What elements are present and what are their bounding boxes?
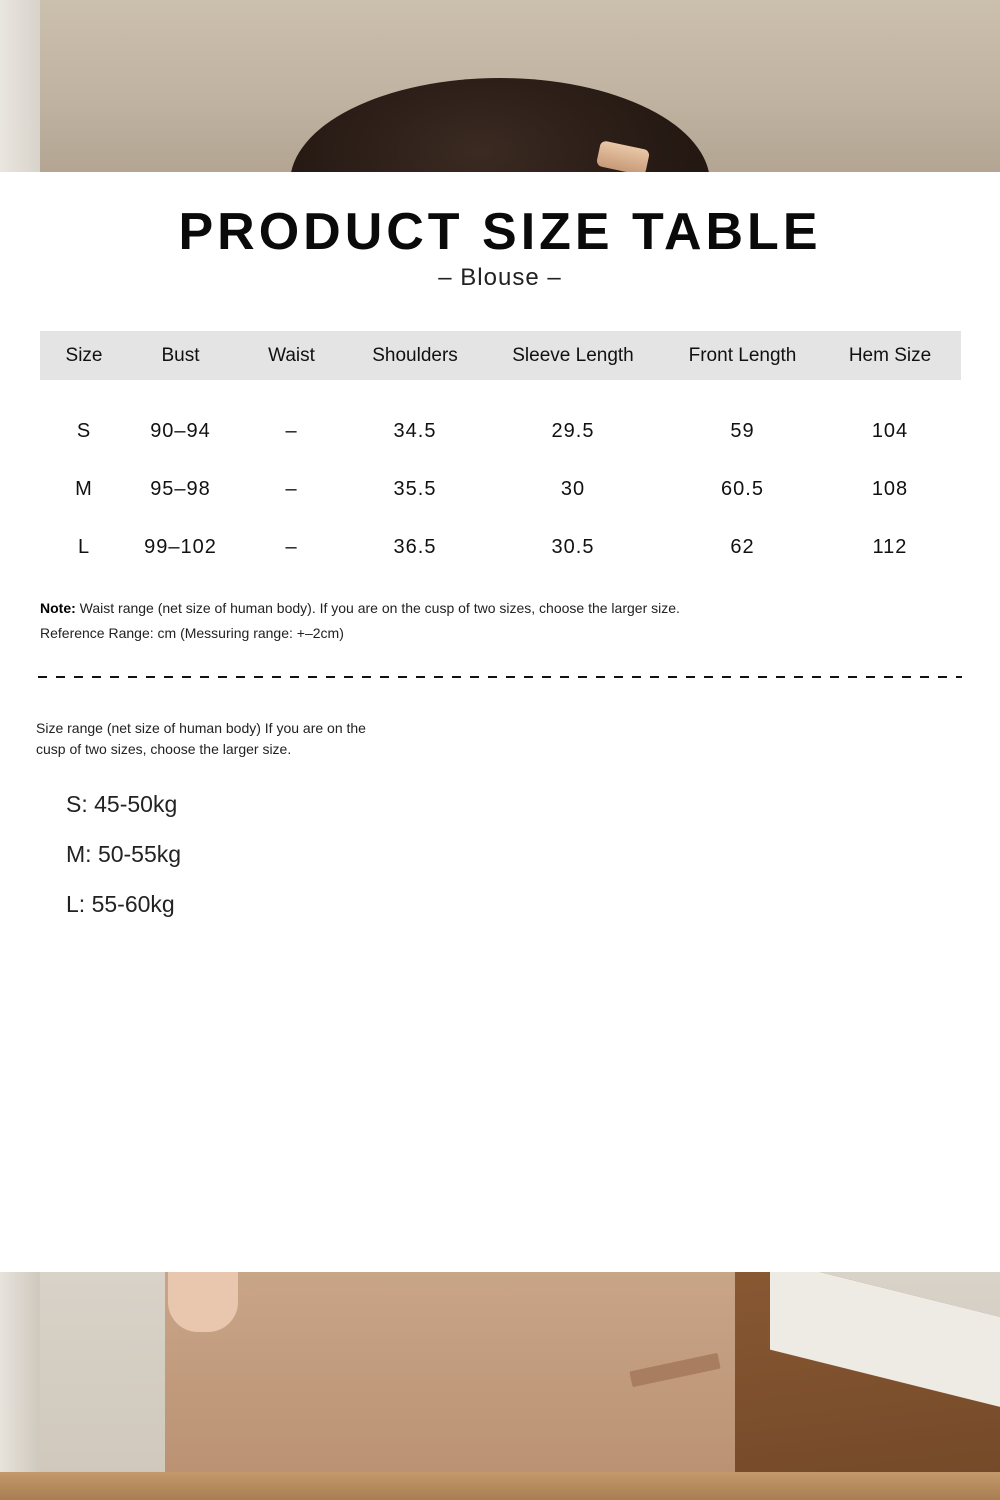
reference-range: Reference Range: cm (Messuring range: +–2cm) [40,625,344,641]
note-label: Note: [40,600,76,616]
background-photo-bottom [0,1272,1000,1500]
weight-guide [66,787,181,937]
table-cell: 30 [560,477,586,500]
beige-blazer [165,1272,735,1500]
table-cell: 62 [730,535,755,558]
measurement-note [40,596,680,646]
table-cell: 104 [871,419,909,442]
column-header-hem-size: Hem Size [848,344,932,366]
model-hand [168,1272,238,1332]
table-cell: S [76,419,92,442]
note-text: Waist range (net size of human body). If you are on the cusp of two sizes, choose the larger size. [75,600,680,616]
table-header-row [40,331,961,380]
table-cell: 99–102 [144,535,217,558]
table-cell: 108 [871,477,909,500]
note-line [40,596,680,621]
table-cell: 36.5 [393,535,437,558]
table-cell: 60.5 [721,477,764,500]
weight-item-l: L: 55-60kg [66,891,175,917]
table-cell: 30.5 [551,535,595,558]
column-header-waist: Waist [268,344,315,366]
table-row [40,460,961,518]
table-cell: 59 [730,419,755,442]
table-cell: L [77,535,91,558]
column-header-sleeve-length: Sleeve Length [512,344,634,366]
wooden-frame [0,1472,1000,1500]
size-table [40,331,961,576]
dashed-divider [38,676,962,678]
weight-item-s: S: 45-50kg [66,791,178,817]
photo-wall [0,0,40,172]
table-row [40,518,961,576]
table-cell: M [75,477,93,500]
table-cell: – [285,477,298,500]
table-cell: 95–98 [150,477,211,500]
size-range-note: Size range (net size of human body) If you are on the cusp of two sizes, choose the larger size. [36,720,366,757]
table-cell: 29.5 [551,419,595,442]
column-header-bust: Bust [161,344,200,366]
page-subtitle: – Blouse – [438,264,562,291]
weight-item-m: M: 50-55kg [66,841,182,867]
table-cell: – [285,419,298,442]
table-row [40,380,961,460]
table-cell: 90–94 [150,419,211,442]
photo-wall [0,1272,40,1500]
column-header-size: Size [65,344,103,366]
size-chart-panel [0,172,1000,1272]
page-title: PRODUCT SIZE TABLE [178,203,822,261]
table-cell: 112 [872,535,908,558]
table-cell: – [285,535,298,558]
table-cell: 34.5 [393,419,437,442]
background-photo-top [0,0,1000,172]
column-header-shoulders: Shoulders [372,344,458,366]
table-cell: 35.5 [393,477,437,500]
column-header-front-length: Front Length [688,344,797,366]
